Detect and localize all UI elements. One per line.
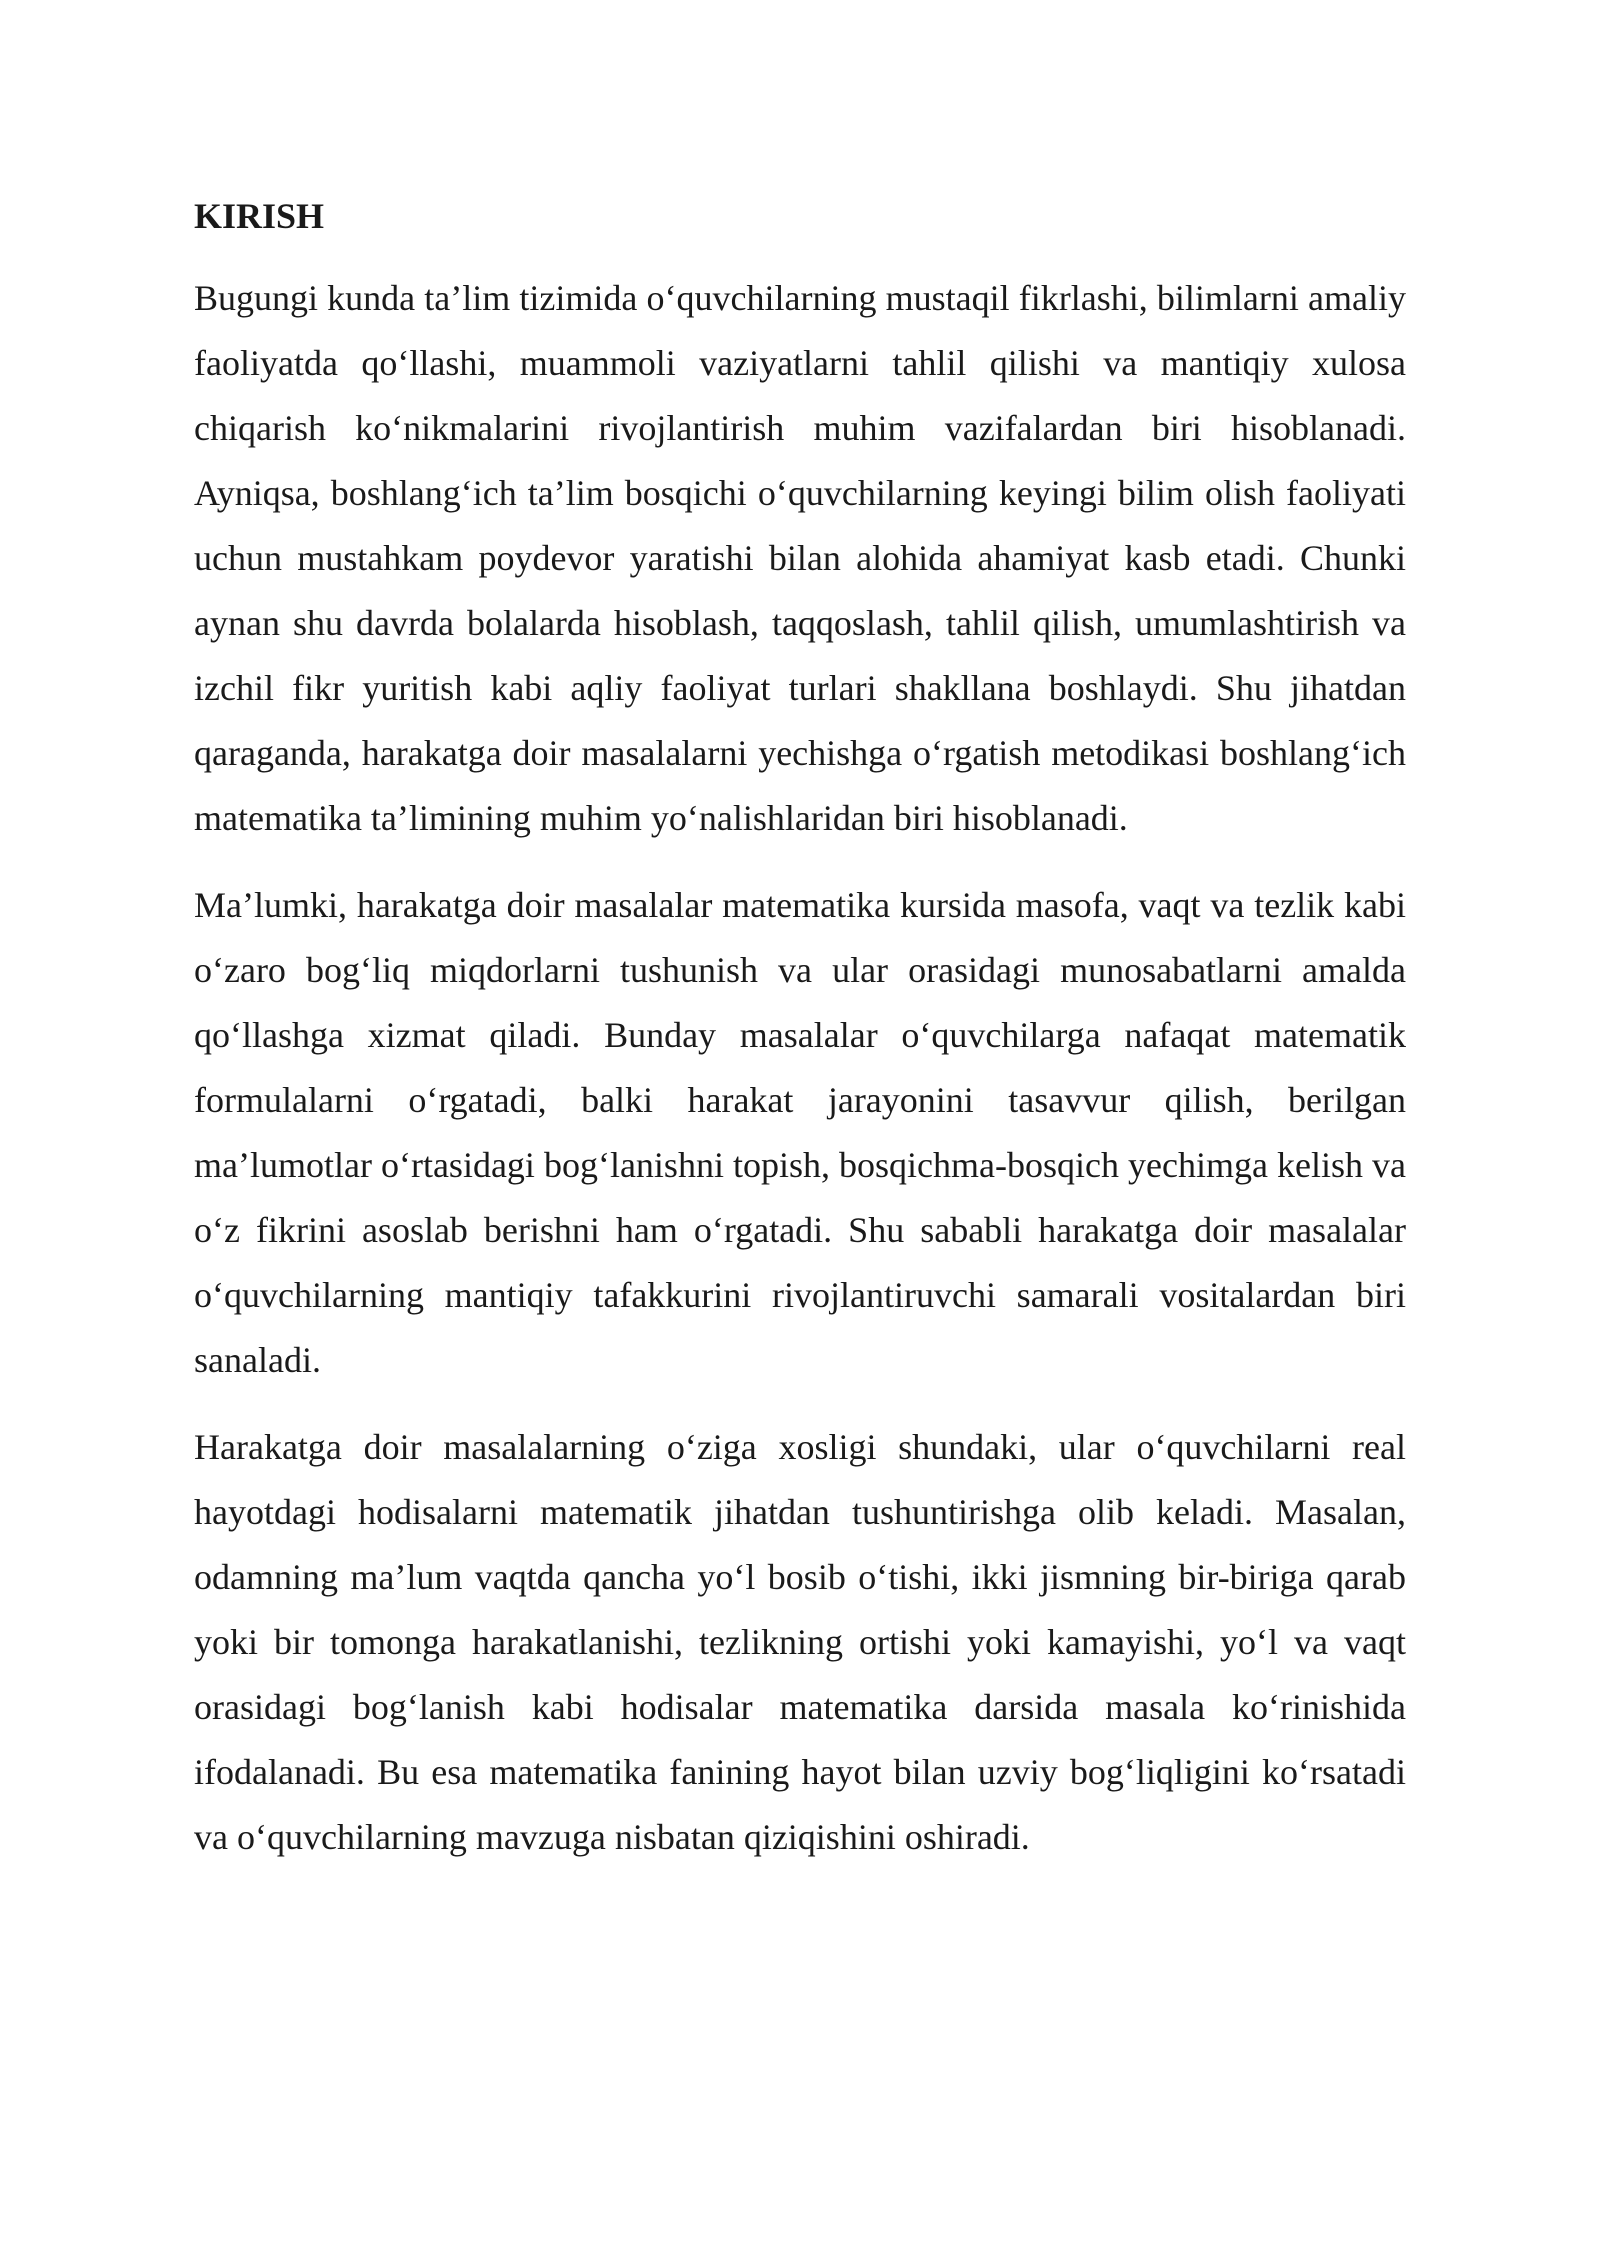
paragraph-3: Harakatga doir masalalarning o‘ziga xosligi shundaki, ular o‘quvchilarni real hayotdagi hodisalarni matematik jihatdan tushuntirishga olib keladi. Masalan, odamning ma’lum vaqtda qancha yo‘l bosib o‘tishi, ikki jismning bir-biriga qarab yoki bir tomonga harakatlanishi, tezlikning ortishi yoki kamayishi, yo‘l va vaqt orasidagi bog‘lanish kabi hodisalar matematika darsida masala ko‘rinishida ifodalanadi. Bu esa matematika fanining hayot bilan uzviy bog‘liqligini ko‘rsatadi va o‘quvchilarning mavzuga nisbatan qiziqishini oshiradi. xyxy=(194,1427,1406,1857)
paragraph-2: Ma’lumki, harakatga doir masalalar matematika kursida masofa, vaqt va tezlik kabi o‘zaro bog‘liq miqdorlarni tushunish va ular orasidagi munosabatlarni amalda qo‘llashga xizmat qiladi. Bunday masalalar o‘quvchilarga nafaqat matematik formulalarni o‘rgatadi, balki harakat jarayonini tasavvur qilish, berilgan ma’lumotlar o‘rtasidagi bog‘lanishni topish, bosqichma-bosqich yechimga kelish va o‘z fikrini asoslab berishni ham o‘rgatadi. Shu sababli harakatga doir masalalar o‘quvchilarning mantiqiy tafakkurini rivojlantiruvchi samarali vositalardan biri sanaladi. xyxy=(194,885,1406,1380)
document-body xyxy=(194,188,1406,1892)
paragraph-1: Bugungi kunda ta’lim tizimida o‘quvchilarning mustaqil fikrlashi, bilimlarni amaliy faoliyatda qo‘llashi, muammoli vaziyatlarni tahlil qilishi va mantiqiy xulosa chiqarish ko‘nikmalarini rivojlantirish muhim vazifalardan biri hisoblanadi. Ayniqsa, boshlang‘ich ta’lim bosqichi o‘quvchilarning keyingi bilim olish faoliyati uchun mustahkam poydevor yaratishi bilan alohida ahamiyat kasb etadi. Chunki aynan shu davrda bolalarda hisoblash, taqqoslash, tahlil qilish, umumlashtirish va izchil fikr yuritish kabi aqliy faoliyat turlari shakllana boshlaydi. Shu jihatdan qaraganda, harakatga doir masalalarni yechishga o‘rgatish metodikasi boshlang‘ich matematika ta’limining muhim yo‘nalishlaridan biri hisoblanadi. xyxy=(194,278,1406,838)
section-heading: KIRISH xyxy=(194,196,325,236)
